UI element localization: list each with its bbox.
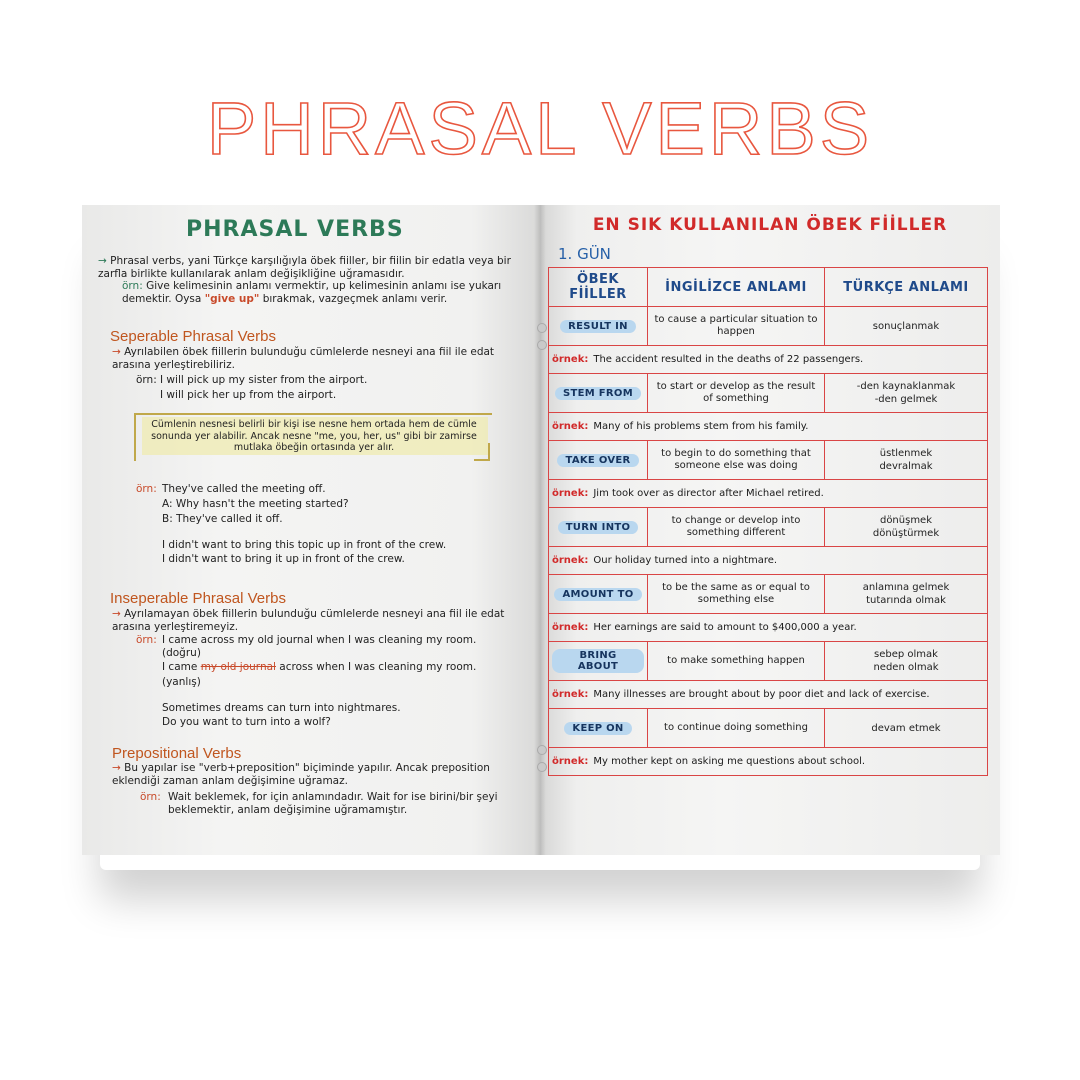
example-row [549,681,988,709]
english-meaning: to cause a particular situation to happen [648,307,825,346]
example-row [549,748,988,776]
english-meaning: to start or develop as the result of something [648,374,825,413]
orn-label: örn: [136,374,157,386]
intro-example-text: Give kelimesinin anlamı vermektir, up kelimesinin anlamı ise yukarı demektir. Oysa [122,280,502,305]
staple [537,340,547,350]
separable-example-4: A: Why hasn't the meeting started? [162,498,349,510]
orn-label: örn: [136,483,157,495]
verb-row [549,508,988,547]
correct-label: (doğru) [162,647,201,659]
verb-row [549,642,988,681]
verb-row [549,575,988,614]
example-cell [549,480,988,508]
english-meaning: to continue doing something [648,709,825,748]
verb-row [549,441,988,480]
example-sentence: Many illnesses are brought about by poor diet and lack of exercise. [593,689,930,700]
turkish-meaning: devam etmek [825,709,988,748]
example-row [549,614,988,642]
example-cell [549,748,988,776]
inseparable-example-2 [162,661,522,674]
turkish-meaning: sebep olmak neden olmak [825,642,988,681]
example-sentence: Many of his problems stem from his family. [593,421,809,432]
verb-pill: AMOUNT TO [554,588,641,601]
verb-cell [549,709,648,748]
staple [537,762,547,772]
example-label: örnek: [552,421,589,432]
intro-text: Phrasal verbs, yani Türkçe karşılığıyla öbek fiiller, bir fiilin bir edatla veya bir zarfla birlikte kullanılarak anlam değişikliğine uğramasıdır. [98,255,511,280]
verb-row [549,307,988,346]
verb-row [549,374,988,413]
example-row [549,413,988,441]
arrow-icon: → [112,762,121,774]
example-sentence: The accident resulted in the deaths of 22 passengers. [593,354,864,365]
verb-cell [549,374,648,413]
orn-label: örn: [140,791,161,803]
separable-example-2: I will pick her up from the airport. [160,389,337,401]
day-label: 1. GÜN [558,245,611,263]
example-sentence: Jim took over as director after Michael retired. [593,488,824,499]
phrasal-verbs-table [548,267,988,776]
intro-example [122,280,522,306]
example-row [549,480,988,508]
example-label: örnek: [552,488,589,499]
example-sentence: My mother kept on asking me questions about school. [593,756,866,767]
right-page-title: EN SIK KULLANILAN ÖBEK FİİLLER [592,215,948,235]
headline: PHRASAL VERBS [206,87,874,170]
inseparable-description [112,608,524,634]
left-page-title: PHRASAL VERBS [186,217,404,242]
give-up-highlight: "give up" [204,293,260,305]
left-page [82,205,540,855]
orn-label: örn: [122,280,143,292]
turkish-meaning: -den kaynaklanmak -den gelmek [825,374,988,413]
inseparable-example-4: Do you want to turn into a wolf? [162,716,331,728]
prepositional-description [112,762,524,788]
example-cell [549,614,988,642]
separable-description [112,346,524,372]
english-meaning: to change or develop into something different [648,508,825,547]
turkish-meaning: sonuçlanmak [825,307,988,346]
note-text: Cümlenin nesnesi belirli bir kişi ise nesne hem ortada hem de cümle sonunda yer alabilir. Ancak nesne "me, you, her, us" gibi bir zamirse mutlaka öbeğin ortasında yer alır. [151,419,477,453]
verb-cell [549,441,648,480]
example-sentence: Her earnings are said to amount to $400,000 a year. [593,622,857,633]
verb-cell [549,642,648,681]
verb-cell [549,508,648,547]
inseparable-example-3: Sometimes dreams can turn into nightmares. [162,702,401,714]
english-meaning: to be the same as or equal to something else [648,575,825,614]
table-header-row [549,268,988,307]
verb-pill: KEEP ON [564,722,631,735]
verb-pill: BRING ABOUT [552,649,644,673]
staple [537,745,547,755]
example-row [549,547,988,575]
arrow-icon: → [98,255,107,267]
verb-row [549,709,988,748]
header-turkish: TÜRKÇE ANLAMI [825,268,988,307]
intro-example-text-end: bırakmak, vazgeçmek anlamı verir. [262,293,448,305]
separable-example-3: They've called the meeting off. [162,483,326,495]
arrow-icon: → [112,346,121,358]
prepositional-example: Wait beklemek, for için anlamındadır. Wait for ise birini/bir şeyi beklemektir, anlam değişimine uğramamıştır. [168,791,498,816]
prepositional-desc-text: Bu yapılar ise "verb+preposition" biçiminde yapılır. Ancak preposition eklendiği zaman anlam değişimine uğramaz. [112,762,490,787]
right-page [540,205,1000,855]
verb-cell [549,575,648,614]
separable-example-7: I didn't want to bring it up in front of the crew. [162,553,405,565]
verb-cell [549,307,648,346]
turkish-meaning: üstlenmek devralmak [825,441,988,480]
header-verbs: ÖBEK FİİLLER [549,268,648,307]
turkish-meaning: anlamına gelmek tutarında olmak [825,575,988,614]
english-meaning: to make something happen [648,642,825,681]
separable-title: Seperable Phrasal Verbs [110,328,276,345]
prepositional-title: Prepositional Verbs [112,745,242,762]
turkish-meaning: dönüşmek dönüştürmek [825,508,988,547]
ins-ex2-start: I came [162,661,198,673]
example-label: örnek: [552,756,589,767]
verb-pill: TAKE OVER [557,454,638,467]
book-gutter [534,205,546,855]
separable-example-5: B: They've called it off. [162,513,283,525]
wrong-label: (yanlış) [162,676,201,688]
example-cell [549,547,988,575]
example-cell [549,346,988,374]
example-label: örnek: [552,689,589,700]
example-label: örnek: [552,622,589,633]
separable-desc-text: Ayrılabilen öbek fiillerin bulunduğu cümlelerde nesneyi ana fiil ile edat arasına yerleştirebiliriz. [112,346,495,371]
staple [537,323,547,333]
open-booklet [82,205,1000,855]
example-row [549,346,988,374]
english-meaning: to begin to do something that someone else was doing [648,441,825,480]
example-sentence: Our holiday turned into a nightmare. [593,555,778,566]
example-label: örnek: [552,354,589,365]
strikethrough-object: my old journal [200,661,276,673]
separable-example-6: I didn't want to bring this topic up in front of the crew. [162,539,447,551]
inseparable-desc-text: Ayrılamayan öbek fiillerin bulunduğu cümlelerde nesneyi ana fiil ile edat arasına yerleştiremeyiz. [112,608,505,633]
inseparable-example-1: I came across my old journal when I was cleaning my room. [162,634,477,646]
inseparable-title: Inseperable Phrasal Verbs [110,590,286,607]
ins-ex2-end: across when I was cleaning my room. [279,661,477,673]
orn-label: örn: [136,634,157,646]
example-cell [549,681,988,709]
example-cell [549,413,988,441]
example-label: örnek: [552,555,589,566]
verb-pill: TURN INTO [558,521,639,534]
arrow-icon: → [112,608,121,620]
header-english: İNGİLİZCE ANLAMI [648,268,825,307]
separable-example-1: I will pick up my sister from the airport. [160,374,368,386]
verb-pill: RESULT IN [560,320,636,333]
intro-paragraph [98,255,526,281]
verb-pill: STEM FROM [555,387,641,400]
